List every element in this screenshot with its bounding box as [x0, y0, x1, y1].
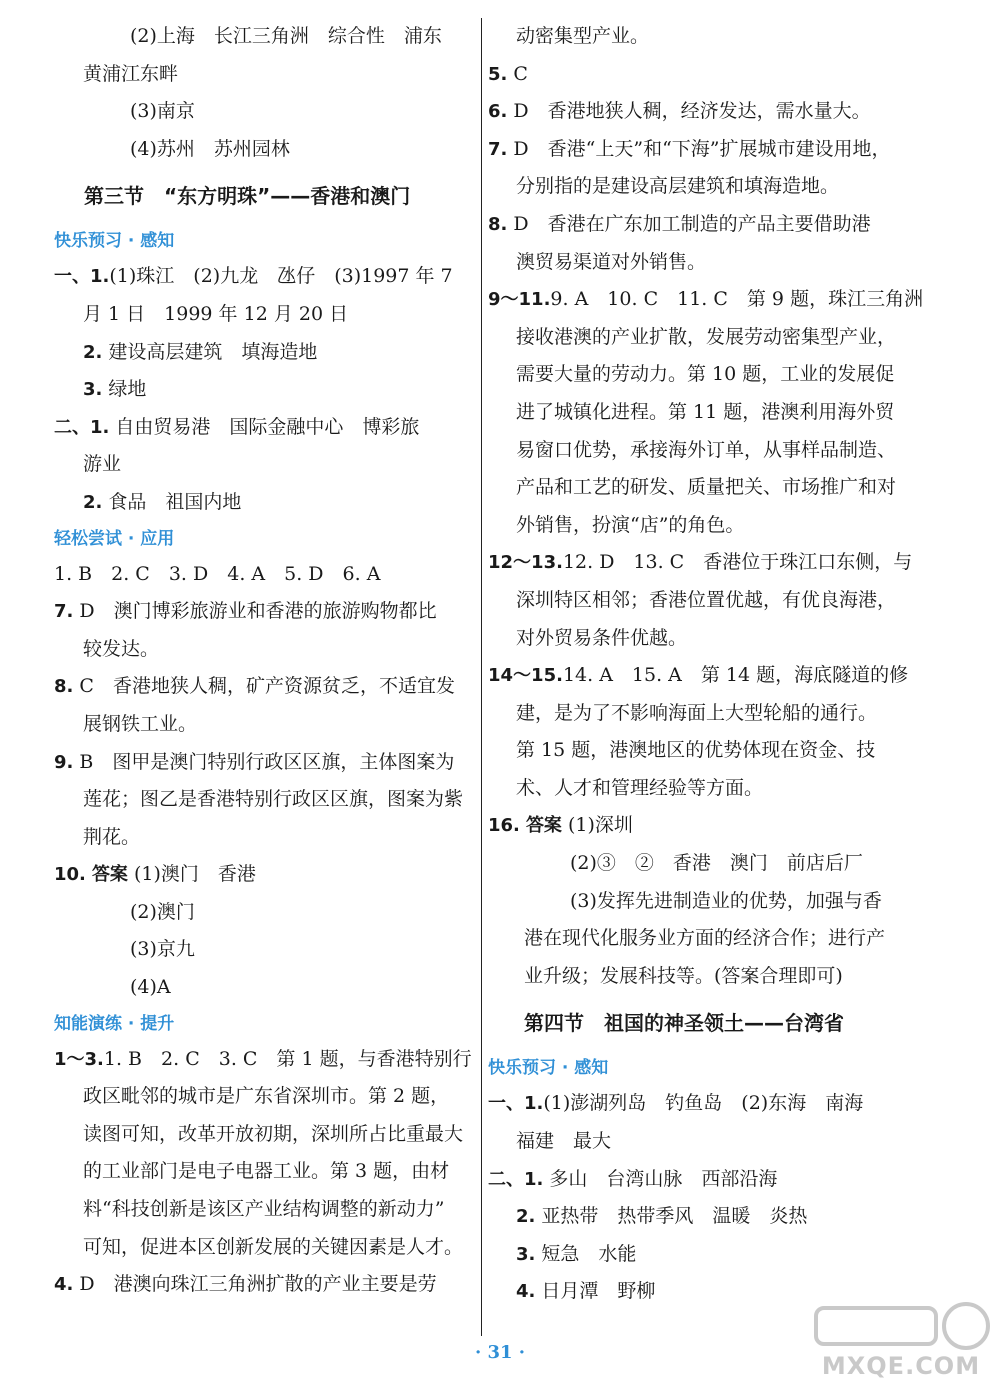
answer-line: (3)南京 — [130, 100, 195, 123]
answer-item — [54, 334, 472, 372]
item-number: 4. — [516, 1281, 536, 1303]
subsection-heading: 快乐预习 · 感知 — [54, 231, 175, 252]
item-text: 1. B 2. C 3. C 第 1 题，与香港特别行 — [103, 1047, 472, 1070]
answer-continuation: 可知，促进本区创新发展的关键因素是人才。 — [83, 1235, 464, 1258]
item-text: B 图甲是澳门特别行政区区旗，主体图案为 — [79, 750, 455, 773]
item-text: 绿地 — [108, 378, 147, 401]
item-text: 自由贸易港 国际金融中心 博彩旅 — [115, 415, 420, 438]
item-text: D 香港“上天”和“下海”扩展城市建设用地， — [513, 137, 891, 160]
item-number: 4. — [54, 1274, 74, 1296]
answer-continuation: 的工业部门是电子电器工业。第 3 题，由材 — [83, 1160, 450, 1183]
item-text: 14. A 15. A 第 14 题，海底隧道的修 — [562, 664, 909, 687]
answer-item — [54, 668, 472, 706]
item-number: 10. — [54, 864, 86, 886]
item-text: D 香港地狭人稠，经济发达，需水量大。 — [513, 100, 871, 123]
answer-continuation: 第 15 题，港澳地区的优势体现在资金、技 — [516, 739, 876, 762]
answer-continuation: 月 1 日 1999 年 12 月 20 日 — [83, 302, 349, 325]
item-number: 14～15. — [488, 665, 563, 687]
answer-line: (4)A — [130, 976, 171, 999]
item-number: 9～11. — [488, 289, 551, 311]
answer-continuation: 澳贸易渠道对外销售。 — [516, 250, 707, 273]
answer-item — [488, 56, 920, 94]
subsection-heading: 知能演练 · 提升 — [54, 1013, 175, 1034]
answer-continuation: 对外贸易条件优越。 — [516, 626, 688, 649]
answer-item — [488, 807, 920, 845]
item-number: 8. — [488, 213, 508, 235]
item-number: 一、1. — [54, 266, 110, 288]
answer-item — [488, 206, 920, 244]
item-text: (1)澳门 香港 — [133, 863, 256, 886]
answer-continuation: 展钢铁工业。 — [83, 712, 198, 735]
section-title: 第四节 祖国的神圣领土——台湾省 — [524, 1011, 844, 1036]
answer-item — [488, 131, 920, 169]
answer-continuation: 深圳特区相邻；香港位置优越，有优良海港， — [516, 588, 897, 611]
right-column — [488, 18, 924, 1311]
item-text: D 香港在广东加工制造的产品主要借助港 — [513, 212, 871, 235]
answer-item — [54, 371, 472, 409]
answer-item — [54, 1041, 472, 1079]
item-number: 5. — [488, 63, 508, 85]
page-number: · 31 · — [474, 1342, 526, 1363]
item-text: 建设高层建筑 填海造地 — [108, 340, 318, 363]
item-text: (1)珠江 (2)九龙 氹仔 (3)1997 年 7 — [109, 265, 453, 288]
answer-item — [488, 657, 920, 695]
section-title: 第三节 “东方明珠”——香港和澳门 — [84, 184, 411, 209]
answer-item — [54, 593, 472, 631]
answer-continuation: 需要大量的劳动力。第 10 题，工业的发展促 — [516, 363, 895, 386]
answer-continuation: 产品和工艺的研发、质量把关、市场推广和对 — [516, 476, 897, 499]
item-text: 9. A 10. C 11. C 第 9 题，珠江三角洲 — [550, 288, 924, 311]
column-divider — [481, 18, 482, 1336]
watermark — [806, 1300, 996, 1382]
item-text: 亚热带 热带季风 温暖 炎热 — [541, 1205, 808, 1228]
answer-line: (2)上海 长江三角洲 综合性 浦东 — [130, 25, 442, 47]
answer-item — [488, 1161, 920, 1199]
answer-continuation: 外销售，扮演“店”的角色。 — [516, 513, 745, 536]
answer-item: 1. B 2. C 3. D 4. A 5. D 6. A — [54, 562, 381, 585]
item-number: 6. — [488, 101, 508, 123]
answer-item — [488, 281, 924, 319]
item-text: (1)澎湖列岛 钓鱼岛 (2)东海 南海 — [543, 1092, 864, 1115]
answer-continuation: 较发达。 — [83, 637, 160, 660]
subsection-heading: 快乐预习 · 感知 — [488, 1058, 609, 1079]
answer-item — [488, 93, 920, 131]
answer-continuation: 福建 最大 — [516, 1130, 612, 1153]
answer-line: (3)发挥先进制造业的优势，加强与香 — [570, 889, 882, 912]
item-number: 3. — [516, 1243, 536, 1265]
watermark-text: MXQE.COM — [821, 1352, 981, 1380]
answer-continuation: 荆花。 — [83, 825, 141, 848]
answer-item — [488, 1198, 920, 1236]
answer-item — [54, 484, 472, 522]
answer-continuation: 术、人才和管理经验等方面。 — [516, 776, 764, 799]
item-number: 一、1. — [488, 1093, 544, 1115]
answer-continuation: 政区毗邻的城市是广东省深圳市。第 2 题， — [83, 1085, 450, 1108]
answer-continuation: 莲花；图乙是香港特别行政区区旗，图案为紫 — [83, 788, 464, 811]
item-number: 二、1. — [488, 1168, 544, 1190]
item-text: 短急 水能 — [541, 1242, 637, 1265]
item-number: 8. — [54, 676, 74, 698]
item-number: 2. — [83, 341, 103, 363]
item-number: 2. — [516, 1206, 536, 1228]
answer-item — [488, 1236, 920, 1274]
answer-continuation: 接收港澳的产业扩散，发展劳动密集型产业， — [516, 325, 897, 348]
item-number: 2. — [83, 491, 103, 513]
answer-item — [54, 258, 472, 296]
answer-continuation: 动密集型产业。 — [516, 25, 650, 47]
answer-continuation: 分别指的是建设高层建筑和填海造地。 — [516, 175, 840, 198]
item-text: C 香港地狭人稠，矿产资源贫乏，不适宜发 — [79, 675, 455, 698]
answer-line: (2)③ ② 香港 澳门 前店后厂 — [570, 852, 863, 875]
item-text: 日月潭 野柳 — [541, 1280, 656, 1303]
answer-continuation: 读图可知，改革开放初期，深圳所占比重最大 — [83, 1122, 464, 1145]
answer-item — [54, 409, 472, 447]
item-text: C — [513, 62, 528, 85]
item-number: 7. — [54, 601, 74, 623]
answer-item — [488, 544, 920, 582]
item-text: D 澳门博彩旅游业和香港的旅游购物都比 — [79, 600, 437, 623]
answer-continuation: 建，是为了不影响海面上大型轮船的通行。 — [516, 701, 878, 724]
item-number: 7. — [488, 138, 508, 160]
item-number: 16. — [488, 815, 520, 837]
answer-line: (2)澳门 — [130, 900, 195, 923]
answer-line: 黄浦江东畔 — [83, 62, 179, 85]
item-number: 1～3. — [54, 1048, 104, 1070]
left-column — [54, 18, 472, 1304]
item-number: 9. — [54, 751, 74, 773]
subsection-heading: 轻松尝试 · 应用 — [54, 528, 175, 549]
item-number: 12～13. — [488, 552, 563, 574]
answer-line: (3)京九 — [130, 938, 195, 961]
answer-item — [54, 744, 472, 782]
answer-continuation: 易窗口优势，承接海外订单，从事样品制造、 — [516, 438, 897, 461]
item-text: D 港澳向珠江三角洲扩散的产业主要是劳 — [79, 1273, 437, 1296]
answer-line: 港在现代化服务业方面的经济合作；进行产 — [524, 927, 886, 950]
answer-label: 答案 — [525, 815, 562, 837]
item-number: 二、1. — [54, 416, 110, 438]
item-number: 3. — [83, 379, 103, 401]
answer-continuation: 进了城镇化进程。第 11 题，港澳利用海外贸 — [516, 400, 895, 423]
item-text: (1)深圳 — [567, 814, 633, 837]
item-text: 12. D 13. C 香港位于珠江口东侧，与 — [562, 551, 913, 574]
answer-item — [488, 1085, 920, 1123]
item-text: 多山 台湾山脉 西部沿海 — [549, 1167, 778, 1190]
watermark-logo-icon — [806, 1300, 996, 1352]
answer-continuation: 料“科技创新是该区产业结构调整的新动力” — [83, 1198, 445, 1221]
item-text: 食品 祖国内地 — [108, 490, 242, 513]
answer-continuation: 游业 — [83, 453, 122, 476]
answer-item — [54, 1266, 472, 1304]
answer-label: 答案 — [91, 864, 128, 886]
answer-line: (4)苏州 苏州园林 — [130, 137, 290, 160]
answer-item — [54, 856, 472, 894]
answer-line: 业升级；发展科技等。(答案合理即可) — [524, 964, 843, 987]
